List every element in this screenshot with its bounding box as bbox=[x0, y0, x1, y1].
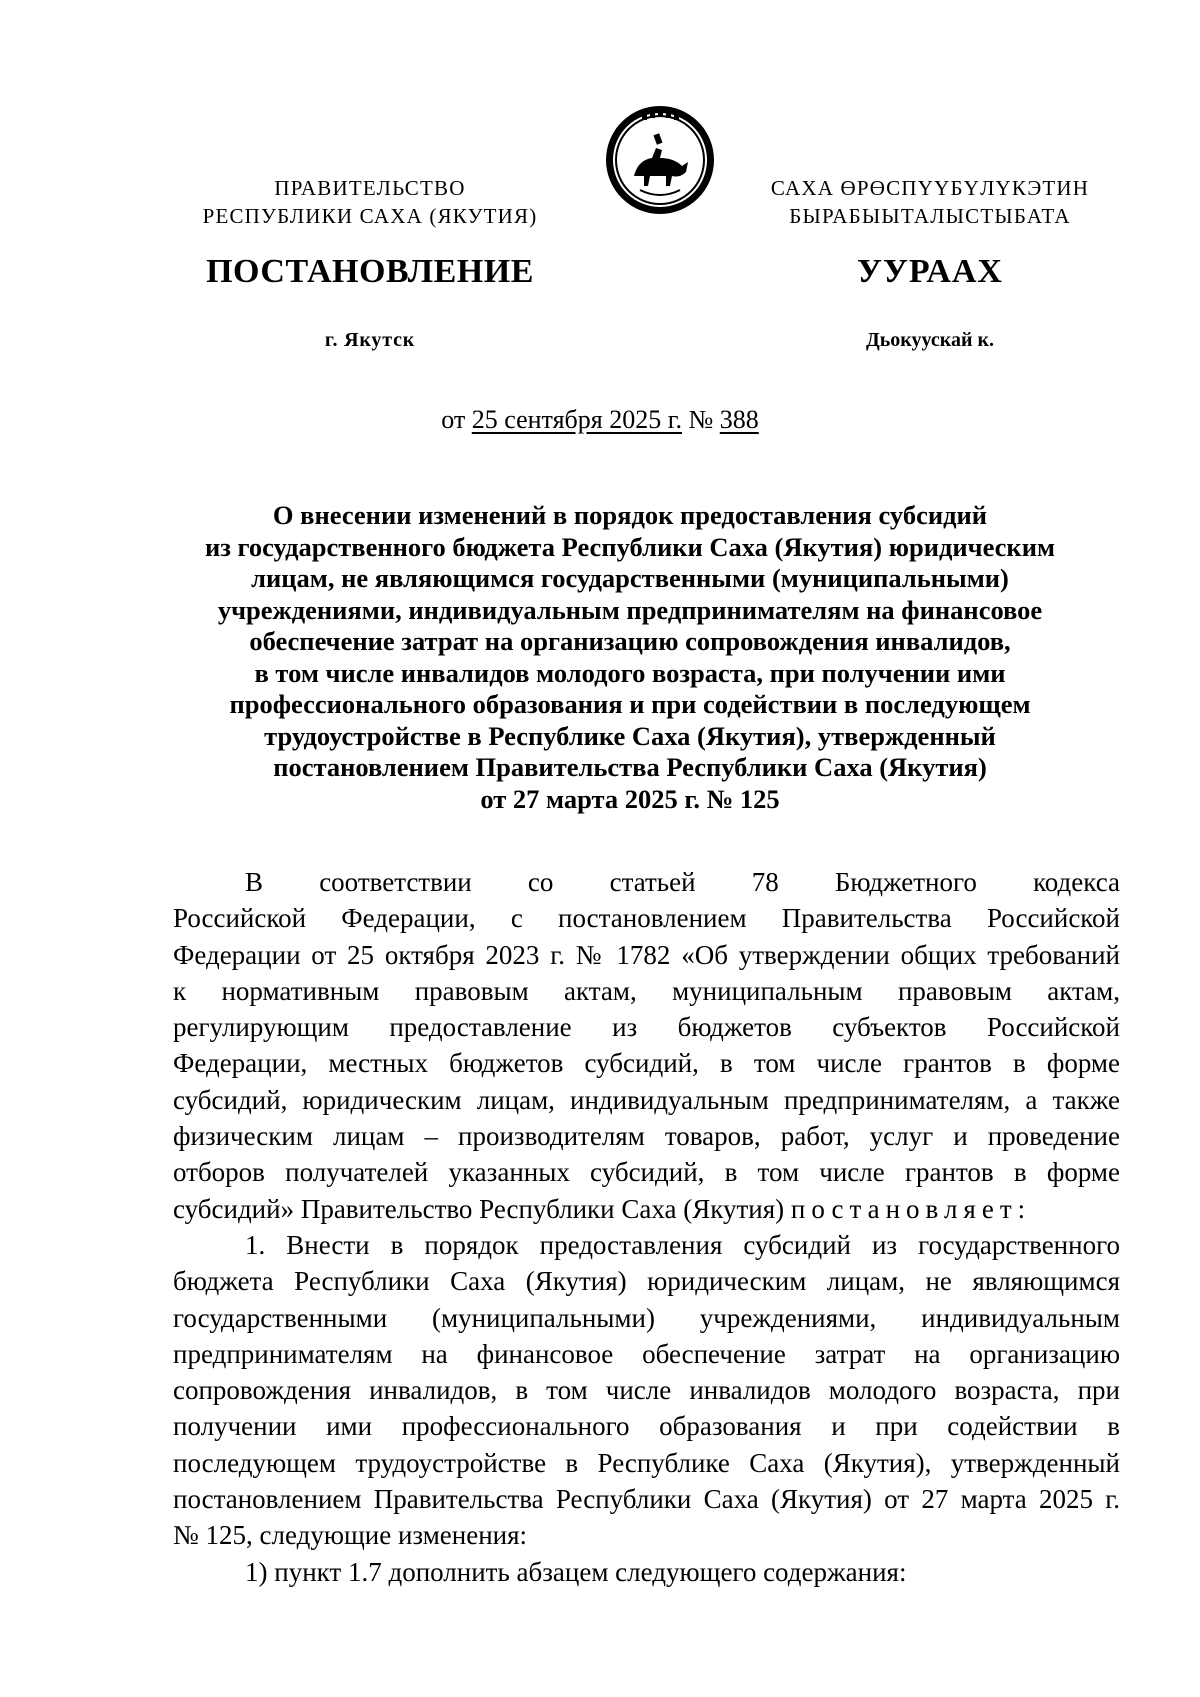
left-org-line1: ПРАВИТЕЛЬСТВО bbox=[274, 176, 466, 200]
body-line: бюджета Республики Саха (Якутия) юридическим лицам, не являющимся bbox=[173, 1266, 1120, 1297]
title-line: учреждениями, индивидуальным предпринимателям на финансовое bbox=[217, 594, 1043, 625]
title-line: трудоустройстве в Республике Саха (Якутия), утвержденный bbox=[264, 720, 996, 751]
body-line: отборов получателей указанных субсидий, в том числе грантов в форме bbox=[173, 1157, 1120, 1188]
preamble-paragraph bbox=[173, 864, 1120, 1227]
document-body bbox=[173, 864, 1120, 1590]
right-doc-type-title: УУРААХ bbox=[857, 253, 1003, 290]
subitem-1-paragraph bbox=[173, 1554, 1120, 1590]
body-line: постановлением Правительства Республики Саха (Якутия) от 27 марта 2025 г. bbox=[173, 1484, 1120, 1515]
title-line: обеспечение затрат на организацию сопровождения инвалидов, bbox=[249, 626, 1011, 656]
title-line: от 27 марта 2025 г. № 125 bbox=[480, 783, 780, 814]
date-prefix: от bbox=[441, 405, 466, 434]
coat-of-arms-emblem-icon bbox=[604, 104, 716, 216]
left-org-line2: РЕСПУБЛИКИ САХА (ЯКУТИЯ) bbox=[202, 204, 538, 228]
document-date: 25 сентября 2025 г. bbox=[471, 405, 682, 434]
body-line: к нормативным правовым актам, муниципальным правовым актам, bbox=[173, 975, 1120, 1006]
item-1-paragraph bbox=[173, 1227, 1120, 1554]
body-line: В соответствии со статьей 78 Бюджетного кодекса bbox=[245, 867, 1120, 897]
body-line: Федерации от 25 октября 2023 г. № 1782 «Об утверждении общих требований bbox=[173, 939, 1120, 970]
document-number: 388 bbox=[719, 405, 759, 434]
body-line: последующем трудоустройстве в Республике Саха (Якутия), утвержденный bbox=[173, 1447, 1120, 1478]
body-line-with-decree bbox=[173, 1191, 1120, 1227]
body-line: получении ими профессионального образования и при содействии в bbox=[173, 1411, 1120, 1442]
body-line: 1) пункт 1.7 дополнить абзацем следующего содержания: bbox=[245, 1556, 907, 1587]
body-line: сопровождения инвалидов, в том числе инвалидов молодого возраста, при bbox=[173, 1375, 1120, 1406]
right-org-line1: САХА ӨРӨСПҮҮБҮЛҮКЭТИН bbox=[770, 176, 1090, 200]
left-city: г. Якутск bbox=[324, 329, 416, 351]
body-line: регулирующим предоставление из бюджетов субъектов Российской bbox=[173, 1012, 1120, 1043]
title-line: О внесении изменений в порядок предоставления субсидий bbox=[272, 500, 988, 530]
number-sign: № bbox=[688, 405, 714, 434]
left-organization-name bbox=[170, 174, 570, 230]
body-line: субсидий, юридическим лицам, индивидуальным предпринимателям, а также bbox=[173, 1084, 1120, 1115]
document-title bbox=[150, 500, 1110, 815]
title-line: профессионального образования и при содействии в последующем bbox=[229, 689, 1031, 719]
body-line: № 125, следующие изменения: bbox=[173, 1520, 528, 1551]
body-line: 1. Внести в порядок предоставления субсидий из государственного bbox=[245, 1229, 1120, 1260]
left-doc-type-title: ПОСТАНОВЛЕНИЕ bbox=[206, 253, 534, 290]
title-line: в том числе инвалидов молодого возраста, при получении ими bbox=[254, 657, 1006, 688]
title-line: из государственного бюджета Республики Саха (Якутия) юридическим bbox=[204, 531, 1056, 562]
title-line: постановлением Правительства Республики Саха (Якутия) bbox=[273, 752, 987, 782]
right-city: Дьокуускай к. bbox=[865, 329, 995, 351]
preamble-last-text: субсидий» Правительство Республики Саха (Якутия) bbox=[173, 1193, 785, 1224]
body-line: предпринимателям на финансовое обеспечение затрат на организацию bbox=[173, 1338, 1120, 1369]
decree-word: постановляет: bbox=[790, 1193, 1032, 1224]
title-line: лицам, не являющимся государственными (муниципальными) bbox=[251, 563, 1009, 593]
body-line: Федерации, местных бюджетов субсидий, в том числе грантов в форме bbox=[173, 1048, 1120, 1079]
body-line: государственными (муниципальными) учреждениями, индивидуальным bbox=[173, 1302, 1120, 1333]
body-line: Российской Федерации, с постановлением Правительства Российской bbox=[173, 903, 1120, 934]
right-organization-name bbox=[745, 174, 1115, 230]
right-org-line2: БЫРАБЫЫТАЛЫСТЫБАТА bbox=[789, 204, 1071, 228]
date-number-line bbox=[0, 404, 1200, 436]
body-line: физическим лицам – производителям товаров, работ, услуг и проведение bbox=[173, 1121, 1120, 1152]
